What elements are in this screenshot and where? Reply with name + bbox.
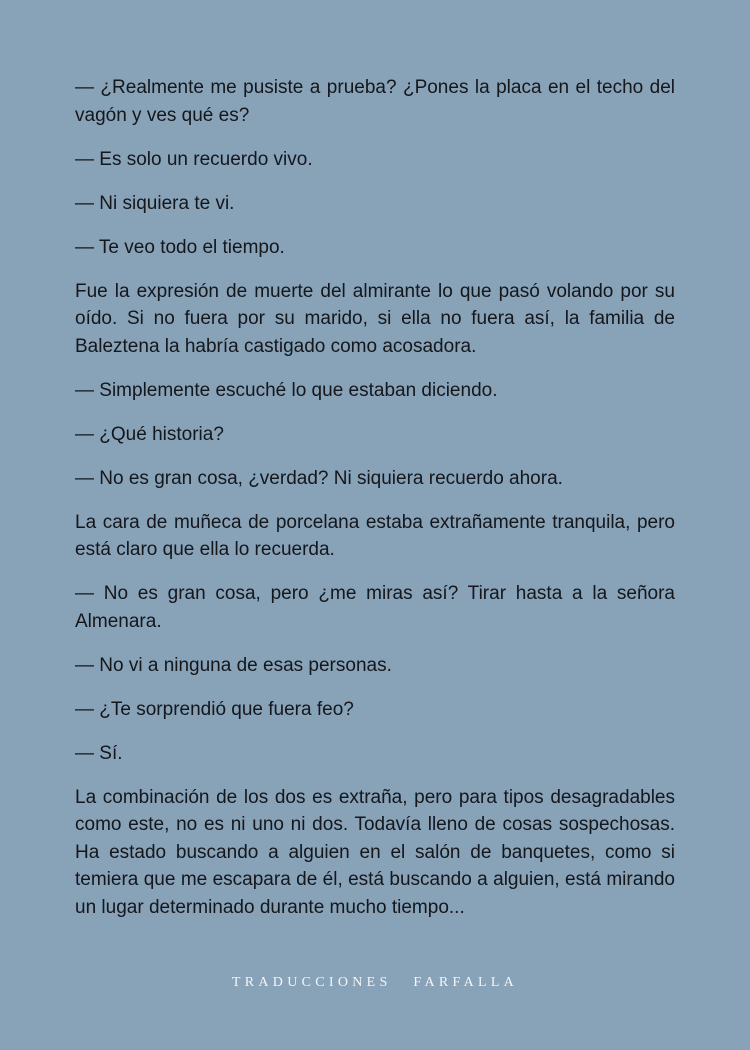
paragraph: — Te veo todo el tiempo.: [75, 236, 285, 258]
paragraph: La combinación de los dos es extraña, pero para tipos desagradables como este, no es ni uno ni dos. Todavía lleno de cosas sospechosas. Ha estado buscando a alguien en el salón de banquetes, como si temiera que me escapara de él, está buscando a alguien, está mirando un lugar determinado durante mucho tiempo...: [75, 786, 675, 918]
paragraph: La cara de muñeca de porcelana estaba extrañamente tranquila, pero está claro que ella lo recuerda.: [75, 511, 675, 560]
paragraph: — ¿Te sorprendió que fuera feo?: [75, 698, 354, 720]
page-footer: TRADUCCIONES FARFALLA: [231, 975, 519, 990]
paragraph: — Ni siquiera te vi.: [75, 192, 235, 214]
paragraph: — No es gran cosa, ¿verdad? Ni siquiera recuerdo ahora.: [75, 467, 563, 489]
paragraph: — Es solo un recuerdo vivo.: [75, 148, 313, 170]
paragraph: — No vi a ninguna de esas personas.: [75, 654, 392, 676]
paragraph: — ¿Qué historia?: [75, 423, 224, 445]
paragraph: — No es gran cosa, pero ¿me miras así? Tirar hasta a la señora Almenara.: [75, 583, 675, 632]
paragraph: — Simplemente escuché lo que estaban diciendo.: [75, 379, 498, 401]
page-body-text: [75, 74, 675, 938]
paragraph: — ¿Realmente me pusiste a prueba? ¿Pones la placa en el techo del vagón y ves qué es?: [75, 77, 675, 126]
paragraph: — Sí.: [75, 742, 123, 764]
paragraph: Fue la expresión de muerte del almirante lo que pasó volando por su oído. Si no fuera por su marido, si ella no fuera así, la familia de Baleztena la habría castigado como acosadora.: [75, 280, 675, 357]
